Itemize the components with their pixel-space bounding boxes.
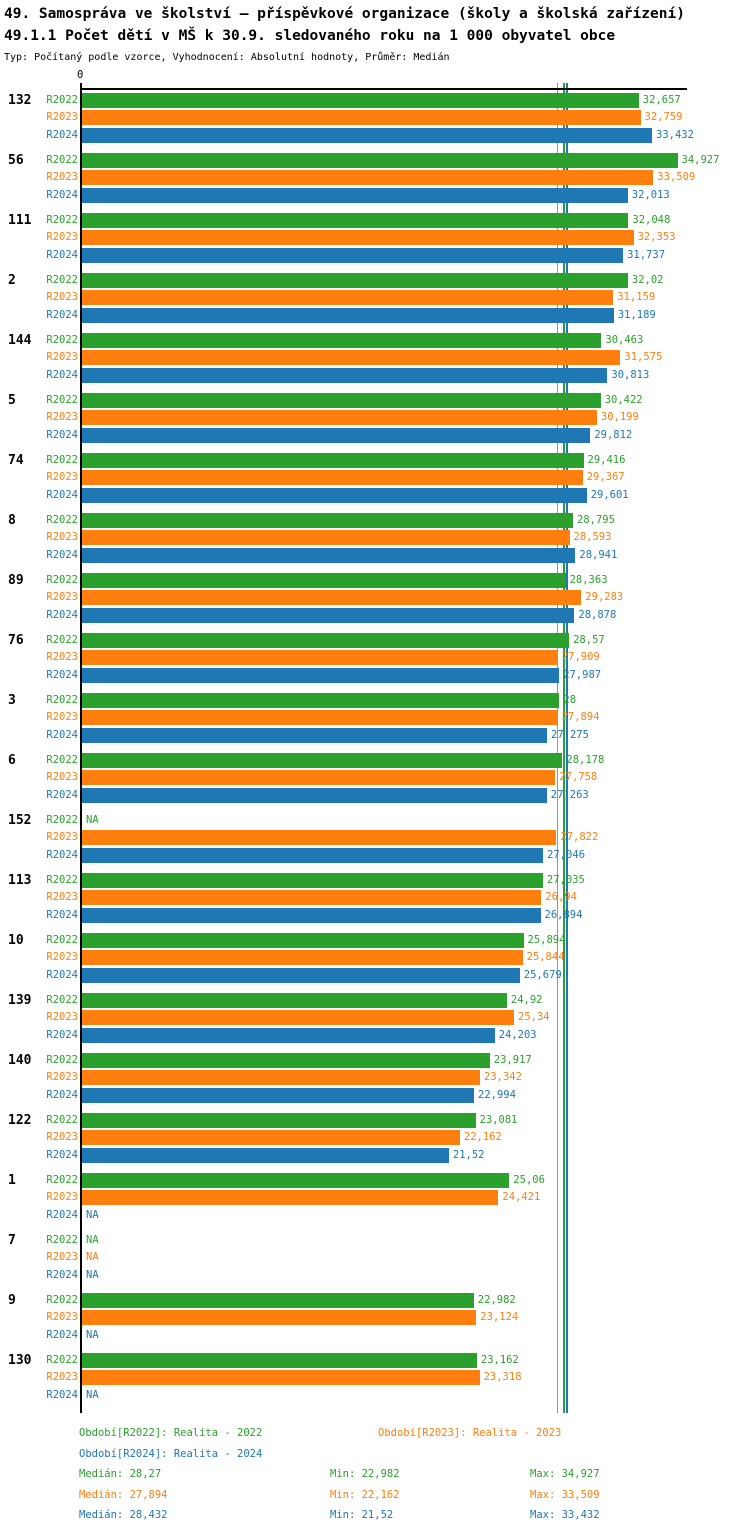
bar-value-label: 24,203: [498, 1028, 537, 1041]
bar: [82, 1070, 480, 1085]
bar: [82, 170, 653, 185]
bar: [82, 873, 543, 888]
bar: [82, 950, 523, 965]
series-label-r2022: R2022: [46, 1174, 78, 1186]
bar-value-label: 28,795: [577, 514, 615, 526]
series-label-r2023: R2023: [46, 651, 78, 664]
bar: [82, 93, 639, 108]
bar-value-label: 28,363: [569, 574, 608, 586]
bar: [82, 728, 547, 743]
series-label-r2022: R2022: [46, 1354, 78, 1366]
bar-value-label: 27,909: [561, 651, 600, 664]
bar: [82, 368, 607, 383]
series-label-r2022: R2022: [46, 694, 78, 706]
series-label-r2024: R2024: [46, 1388, 78, 1401]
bar: [82, 1310, 476, 1325]
group-id-label: 7: [8, 1233, 16, 1248]
bar: [82, 1293, 474, 1308]
series-label-r2024: R2024: [46, 728, 78, 741]
series-label-r2023: R2023: [46, 531, 78, 544]
stat-max-r2024: Max: 33,432: [530, 1509, 600, 1521]
page-title: 49. Samospráva ve školství – příspěvkové organizace (školy a školská zařízení): [4, 6, 685, 22]
stat-median-r2023: Medián: 27,894: [79, 1489, 168, 1501]
series-label-r2022: R2022: [46, 1294, 78, 1306]
bar-value-label: 30,422: [604, 394, 643, 406]
bar-value-label: 28,593: [573, 531, 612, 544]
bar-value-label: 24,421: [502, 1191, 541, 1204]
bar: [82, 710, 558, 725]
bar-value-label: 21,52: [452, 1148, 485, 1161]
na-label: NA: [86, 1328, 99, 1341]
series-label-r2024: R2024: [46, 608, 78, 621]
bar: [82, 590, 581, 605]
series-label-r2024: R2024: [46, 1208, 78, 1221]
bar: [82, 230, 634, 245]
bar-value-label: 27,275: [551, 728, 589, 741]
series-label-r2023: R2023: [46, 1371, 78, 1384]
bar: [82, 128, 652, 143]
group-id-label: 140: [8, 1053, 32, 1068]
group-id-label: 1: [8, 1173, 16, 1188]
bar: [82, 968, 520, 983]
series-label-r2023: R2023: [46, 471, 78, 484]
legend-item-r2024: Období[R2024]: Realita - 2024: [79, 1448, 263, 1460]
bar-value-label: 30,813: [611, 368, 650, 381]
group-id-label: 74: [8, 453, 24, 468]
na-label: NA: [86, 1234, 99, 1246]
bar-value-label: 27,894: [561, 711, 600, 724]
group-id-label: 76: [8, 633, 24, 648]
series-label-r2024: R2024: [46, 788, 78, 801]
group-id-label: 89: [8, 573, 24, 588]
bar-value-label: 29,601: [590, 488, 629, 501]
series-label-r2023: R2023: [46, 1011, 78, 1024]
page-subtitle: 49.1.1 Počet dětí v MŠ k 30.9. sledovaného roku na 1 000 obyvatel obce: [4, 28, 616, 44]
series-label-r2023: R2023: [46, 771, 78, 784]
bar: [82, 1370, 480, 1385]
series-label-r2022: R2022: [46, 454, 78, 466]
bar-value-label: 31,575: [624, 351, 663, 364]
series-label-r2023: R2023: [46, 1191, 78, 1204]
bar: [82, 633, 569, 648]
series-label-r2022: R2022: [46, 574, 78, 586]
group-id-label: 132: [8, 93, 32, 108]
series-label-r2022: R2022: [46, 154, 78, 166]
stat-min-r2024: Min: 21,52: [330, 1509, 394, 1521]
bar: [82, 308, 614, 323]
bar-value-label: 22,162: [463, 1131, 502, 1144]
bar-value-label: 26,894: [544, 908, 583, 921]
series-label-r2022: R2022: [46, 934, 78, 946]
group-id-label: 152: [8, 813, 32, 828]
group-id-label: 139: [8, 993, 32, 1008]
series-label-r2022: R2022: [46, 874, 78, 886]
series-label-r2024: R2024: [46, 488, 78, 501]
bar: [82, 1353, 477, 1368]
group-id-label: 10: [8, 933, 24, 948]
bar-value-label: 31,189: [617, 308, 656, 321]
series-label-r2022: R2022: [46, 634, 78, 646]
series-label-r2024: R2024: [46, 848, 78, 861]
bar: [82, 393, 601, 408]
group-id-label: 2: [8, 273, 16, 288]
series-label-r2022: R2022: [46, 334, 78, 346]
series-label-r2023: R2023: [46, 171, 78, 184]
series-label-r2024: R2024: [46, 248, 78, 261]
legend-item-r2023: Období[R2023]: Realita - 2023: [378, 1427, 562, 1439]
series-label-r2023: R2023: [46, 831, 78, 844]
na-label: NA: [86, 1268, 99, 1281]
bar-value-label: 23,318: [483, 1371, 522, 1384]
series-label-r2024: R2024: [46, 308, 78, 321]
series-label-r2024: R2024: [46, 1268, 78, 1281]
bar-value-label: 29,416: [587, 454, 626, 466]
series-label-r2024: R2024: [46, 1028, 78, 1041]
bar: [82, 908, 541, 923]
bar: [82, 273, 628, 288]
bar: [82, 693, 559, 708]
group-id-label: 144: [8, 333, 32, 348]
bar-value-label: 28,178: [566, 754, 605, 766]
group-id-label: 8: [8, 513, 16, 528]
bar: [82, 608, 574, 623]
bar: [82, 573, 566, 588]
series-label-r2024: R2024: [46, 1328, 78, 1341]
bar: [82, 248, 623, 263]
series-label-r2024: R2024: [46, 548, 78, 561]
bar-value-label: 22,982: [477, 1294, 516, 1306]
series-label-r2024: R2024: [46, 1148, 78, 1161]
bar-value-label: 28,941: [579, 548, 618, 561]
bar-value-label: 28,57: [573, 634, 605, 646]
series-label-r2023: R2023: [46, 951, 78, 964]
series-label-r2023: R2023: [46, 291, 78, 304]
series-label-r2024: R2024: [46, 188, 78, 201]
series-label-r2023: R2023: [46, 231, 78, 244]
bar-value-label: 29,812: [594, 428, 633, 441]
bar-value-label: 24,92: [510, 994, 543, 1006]
bar-value-label: 27,987: [563, 668, 602, 681]
bar: [82, 1053, 490, 1068]
stat-max-r2023: Max: 33,509: [530, 1489, 600, 1501]
legend-item-r2022: Období[R2022]: Realita - 2022: [79, 1427, 263, 1439]
bar-value-label: 30,199: [600, 411, 639, 424]
series-label-r2023: R2023: [46, 1131, 78, 1144]
bar-value-label: 25,894: [527, 934, 566, 946]
bar: [82, 668, 559, 683]
bar-value-label: 30,463: [605, 334, 644, 346]
bar-value-label: 31,159: [617, 291, 656, 304]
series-label-r2023: R2023: [46, 1311, 78, 1324]
series-label-r2022: R2022: [46, 514, 78, 526]
bar-value-label: 32,048: [632, 214, 671, 226]
bar: [82, 890, 541, 905]
bar-value-label: 28: [563, 694, 577, 706]
series-label-r2022: R2022: [46, 1234, 78, 1246]
group-id-label: 130: [8, 1353, 32, 1368]
series-label-r2022: R2022: [46, 1054, 78, 1066]
series-label-r2023: R2023: [46, 411, 78, 424]
stat-min-r2022: Min: 22,982: [330, 1468, 400, 1480]
bar-value-label: 33,432: [656, 128, 694, 141]
series-label-r2024: R2024: [46, 668, 78, 681]
series-label-r2023: R2023: [46, 891, 78, 904]
bar: [82, 548, 575, 563]
series-label-r2024: R2024: [46, 428, 78, 441]
chart-meta: Typ: Počítaný podle vzorce, Vyhodnocení: Absolutní hodnoty, Průměr: Medián: [4, 52, 450, 63]
bar: [82, 350, 620, 365]
bar: [82, 1028, 495, 1043]
series-label-r2023: R2023: [46, 591, 78, 604]
bar: [82, 788, 547, 803]
bar-value-label: 32,02: [631, 274, 664, 286]
bar: [82, 453, 584, 468]
group-id-label: 122: [8, 1113, 32, 1128]
bar: [82, 1113, 476, 1128]
series-label-r2022: R2022: [46, 214, 78, 226]
bar: [82, 213, 628, 228]
bar: [82, 470, 583, 485]
bar-value-label: 22,994: [478, 1088, 516, 1101]
series-label-r2022: R2022: [46, 1114, 78, 1126]
bar-value-label: 23,342: [484, 1071, 522, 1084]
series-label-r2022: R2022: [46, 274, 78, 286]
bar-value-label: 32,657: [642, 94, 681, 106]
bar-value-label: 25,679: [523, 968, 562, 981]
na-label: NA: [86, 814, 99, 826]
bar: [82, 1173, 509, 1188]
series-label-r2022: R2022: [46, 754, 78, 766]
bar-value-label: 32,013: [631, 188, 670, 201]
series-label-r2022: R2022: [46, 814, 78, 826]
bar: [82, 290, 613, 305]
bar-value-label: 29,283: [585, 591, 624, 604]
group-id-label: 6: [8, 753, 16, 768]
bar-value-label: 29,367: [586, 471, 625, 484]
bar-value-label: 28,878: [578, 608, 617, 621]
bar-value-label: 27,263: [550, 788, 589, 801]
x-axis-line: [80, 88, 687, 90]
group-id-label: 9: [8, 1293, 16, 1308]
y-axis-line: [80, 83, 82, 1413]
bar: [82, 410, 597, 425]
bar-value-label: 27,046: [547, 848, 586, 861]
series-label-r2024: R2024: [46, 128, 78, 141]
series-label-r2022: R2022: [46, 94, 78, 106]
bar: [82, 650, 558, 665]
stat-max-r2022: Max: 34,927: [530, 1468, 600, 1480]
bar: [82, 1130, 460, 1145]
bar: [82, 753, 562, 768]
stat-median-r2022: Medián: 28,27: [79, 1468, 162, 1480]
bar: [82, 770, 555, 785]
bar-value-label: 25,844: [526, 951, 565, 964]
bar-value-label: 31,737: [627, 248, 666, 261]
group-id-label: 113: [8, 873, 32, 888]
bar-value-label: 23,917: [493, 1054, 532, 1066]
bar: [82, 1190, 498, 1205]
bar: [82, 513, 573, 528]
bar-value-label: 25,34: [518, 1011, 550, 1024]
na-label: NA: [86, 1388, 99, 1401]
group-id-label: 56: [8, 153, 24, 168]
bar: [82, 333, 601, 348]
bar-value-label: 23,081: [479, 1114, 518, 1126]
series-label-r2023: R2023: [46, 711, 78, 724]
bar: [82, 933, 524, 948]
bar-value-label: 23,162: [480, 1354, 519, 1366]
series-label-r2024: R2024: [46, 1088, 78, 1101]
bar-value-label: 32,759: [644, 111, 683, 124]
bar: [82, 153, 678, 168]
bar: [82, 1010, 514, 1025]
bar-value-label: 34,927: [681, 154, 720, 166]
series-label-r2023: R2023: [46, 111, 78, 124]
stat-median-r2024: Medián: 28,432: [79, 1509, 168, 1521]
group-id-label: 3: [8, 693, 16, 708]
bar-value-label: 26,94: [545, 891, 577, 904]
bar: [82, 488, 587, 503]
series-label-r2022: R2022: [46, 994, 78, 1006]
bar: [82, 848, 543, 863]
series-label-r2024: R2024: [46, 908, 78, 921]
na-label: NA: [86, 1208, 99, 1221]
bar-value-label: 32,353: [637, 231, 676, 244]
series-label-r2024: R2024: [46, 968, 78, 981]
axis-zero-label: 0: [77, 69, 84, 81]
stat-min-r2023: Min: 22,162: [330, 1489, 400, 1501]
group-id-label: 111: [8, 213, 32, 228]
bar: [82, 110, 641, 125]
bar-value-label: 23,124: [480, 1311, 519, 1324]
series-label-r2024: R2024: [46, 368, 78, 381]
bar: [82, 830, 556, 845]
bar: [82, 1148, 449, 1163]
series-label-r2023: R2023: [46, 1251, 78, 1264]
series-label-r2022: R2022: [46, 394, 78, 406]
bar: [82, 428, 590, 443]
group-id-label: 5: [8, 393, 16, 408]
bar: [82, 188, 628, 203]
bar-value-label: 27,758: [559, 771, 598, 784]
bar: [82, 1088, 474, 1103]
bar-value-label: 33,509: [657, 171, 696, 184]
bar-value-label: 27,035: [546, 874, 585, 886]
na-label: NA: [86, 1251, 99, 1264]
bar-value-label: 27,822: [560, 831, 599, 844]
series-label-r2023: R2023: [46, 351, 78, 364]
bar: [82, 993, 507, 1008]
series-label-r2023: R2023: [46, 1071, 78, 1084]
bar: [82, 530, 570, 545]
bar-value-label: 25,06: [513, 1174, 545, 1186]
